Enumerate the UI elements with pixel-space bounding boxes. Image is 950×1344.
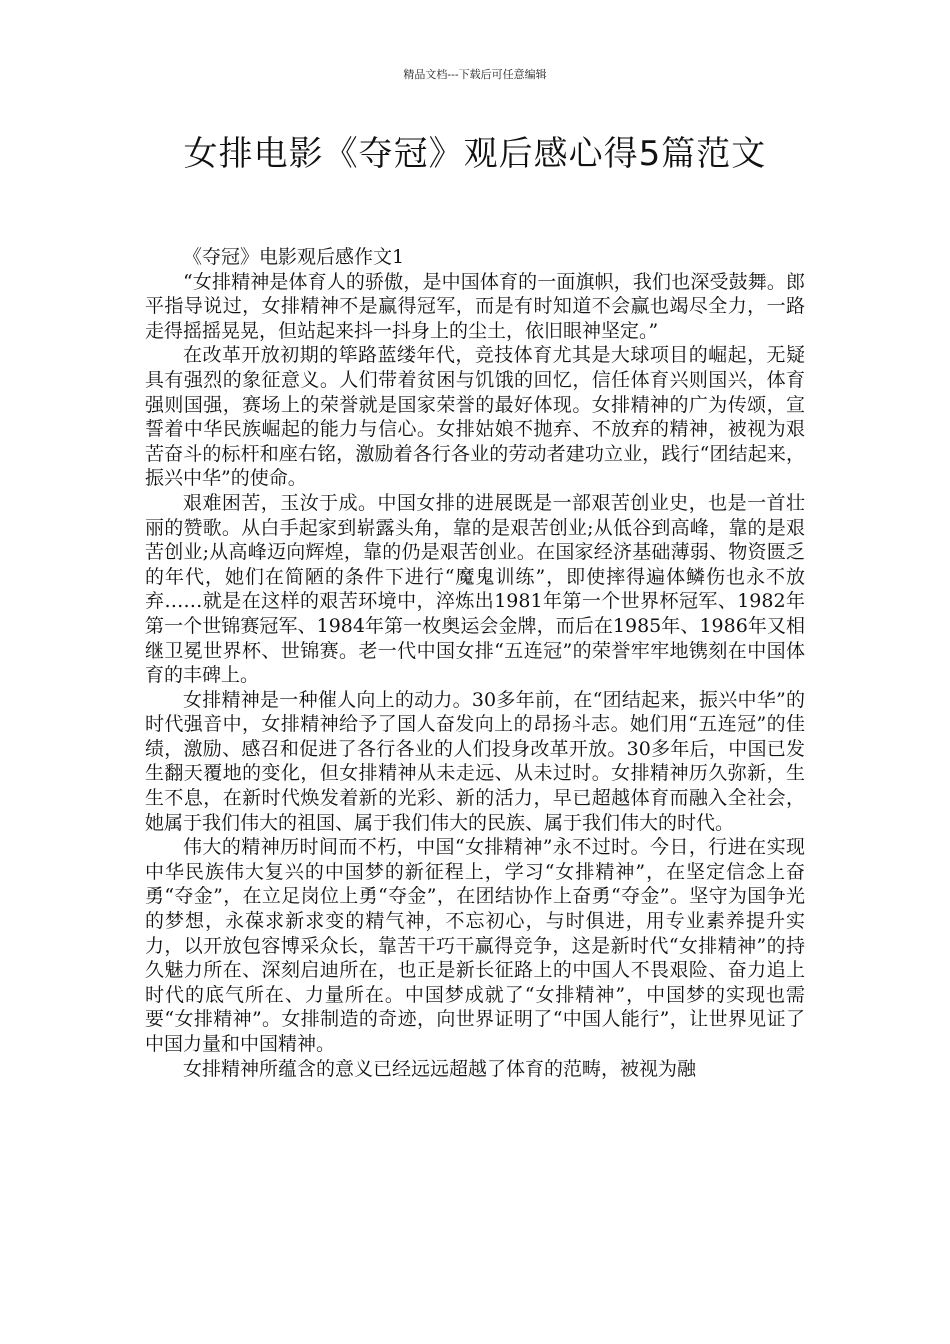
section-heading: 《夺冠》电影观后感作文1 (183, 246, 405, 268)
paragraph-1: “女排精神是体育人的骄傲，是中国体育的一面旗帜，我们也深受鼓舞。郎平指导说过，女排精神不是赢得冠军，而是有时知道不会赢也竭尽全力，一路走得摇摇晃晃，但站起来抖一抖身上的尘土，依旧眼神坚定。” (145, 270, 805, 342)
paragraph-5: 伟大的精神历时间而不朽，中国“女排精神”永不过时。今日，行进在实现中华民族伟大复兴的中国梦的新征程上，学习“女排精神”，在坚定信念上奋勇“夺金”，在立足岗位上勇“夺金”，在团结协作上奋勇“夺金”。坚守为国争光的梦想，永葆求新求变的精气神，不忘初心，与时俱进，用专业素养提升实力，以开放包容博采众长，靠苦干巧干赢得竞争，这是新时代“女排精神”的持久魅力所在、深刻启迪所在，也正是新长征路上的中国人不畏艰险、奋力追上时代的底气所在、力量所在。中国梦成就了“女排精神”，中国梦的实现也需要“女排精神”。女排制造的奇迹，向世界证明了“中国人能行”，让世界见证了中国力量和中国精神。 (145, 836, 805, 1055)
document-body (145, 245, 805, 1081)
paragraph-2: 在改革开放初期的筚路蓝缕年代，竞技体育尤其是大球项目的崛起，无疑具有强烈的象征意义。人们带着贫困与饥饿的回忆，信任体育兴则国兴，体育强则国强，赛场上的荣誉就是国家荣誉的最好体现。女排精神的广为传颂，宣誓着中华民族崛起的能力与信心。女排姑娘不抛弃、不放弃的精神，被视为艰苦奋斗的标杆和座右铭，激励着各行各业的劳动者建功立业，践行“团结起来，振兴中华”的使命。 (145, 344, 805, 490)
document-title: 女排电影《夺冠》观后感心得5篇范文 (183, 134, 767, 174)
paragraph-3: 艰难困苦，玉汝于成。中国女排的进展既是一部艰苦创业史，也是一首壮丽的赞歌。从白手起家到崭露头角，靠的是艰苦创业;从低谷到高峰，靠的是艰苦创业;从高峰迈向辉煌，靠的仍是艰苦创业。在国家经济基础薄弱、物资匮乏的年代，她们在简陋的条件下进行“魔鬼训练”，即使摔得遍体鳞伤也永不放弃……就是在这样的艰苦环境中，淬炼出1981年第一个世界杯冠军、1982年第一个世锦赛冠军、1984年第一枚奥运会金牌，而后在1985年、1986年又相继卫冕世界杯、世锦赛。老一代中国女排“五连冠”的荣誉牢牢地镌刻在中国体育的丰碑上。 (145, 491, 805, 687)
paragraph-4: 女排精神是一种催人向上的动力。30多年前，在“团结起来，振兴中华”的时代强音中，女排精神给予了国人奋发向上的昂扬斗志。她们用“五连冠”的佳绩，激励、感召和促进了各行各业的人们投身改革开放。30多年后，中国已发生翻天覆地的变化，但女排精神从未走远、从未过时。女排精神历久弥新，生生不息，在新时代焕发着新的光彩、新的活力，早已超越体育而融入全社会，她属于我们伟大的祖国、属于我们伟大的民族、属于我们伟大的时代。 (145, 688, 805, 834)
header-note: 精品文档---下载后可任意编辑 (403, 68, 547, 81)
paragraph-6: 女排精神所蕴含的意义已经远远超越了体育的范畴，被视为融 (183, 1057, 697, 1080)
